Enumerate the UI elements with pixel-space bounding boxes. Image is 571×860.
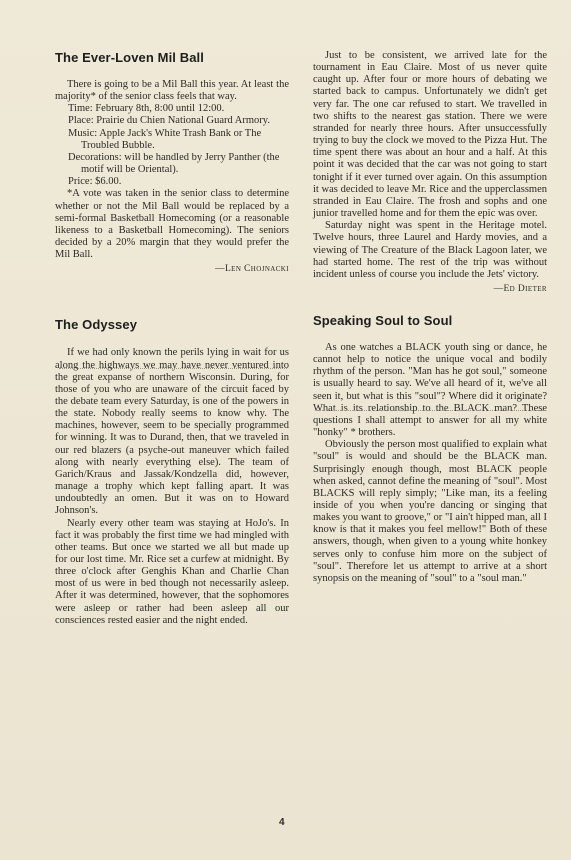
- article-title-mil-ball: The Ever-Loven Mil Ball: [55, 50, 204, 65]
- column-divider-right: [317, 410, 545, 411]
- odyssey-paragraph-1: If we had only known the perils lying in wait for us along the highways we may have never ventured into the great expanse of northern Wisconsin. During, for those of you who are unaware of the circuit faced by the debate team every Saturday, is one of the powers in the state. Nobody really seems to know why. The machines, however, seem to be specially programmed for winning. It was to Durand, then, that we traveled in our red blazers (a psyche-out maneuver which failed along with nearly everything else). The team of Garich/Kraus and Jassak/Kondzella did, however, manage a trophy which kept falling apart. It was undoubtedly an omen. But it was on to Howard Johnson's.: [55, 347, 289, 517]
- odyssey-continuation-1: Just to be consistent, we arrived late for the tournament in Eau Claire. Most of us never quite caught up. After four or more hours of debating we started back to campus. Unfortunately we didn't get very far. The one car refused to start. We travelled in two shifts to the nearest gas station. There we were stranded for nearly three hours. After unsuccessfully trying to buy the clock we moved to the Pizza Hut. The time spent there was about an hour and a half. At this point it was decided that the car was not going to start tonight if it ever turned over again. On this assumption it was decided to leave Mr. Rice and the upperclassmen stranded in Eau Claire. The frosh and sophs and one junior travelled home and for them the epic was over.: [313, 50, 547, 220]
- detail-time: Time: February 8th, 8:00 until 12:00.: [68, 103, 225, 115]
- column-divider-top: [59, 368, 287, 369]
- detail-decorations: Decorations: will be handled by Jerry Panther (the motif will be Oriental).: [68, 151, 280, 176]
- odyssey-continuation-2: Saturday night was spent in the Heritage motel. Twelve hours, three Laurel and Hardy movies, and a viewing of The Creature of the Black Lagoon later, we had started home. The rest of the trip was without incident unless of course you include the Jets' victory.: [313, 220, 547, 280]
- mil-ball-byline: —Len Chojnacki: [215, 264, 289, 275]
- detail-price: Price: $6.00.: [68, 176, 122, 188]
- article-title-soul: Speaking Soul to Soul: [313, 312, 453, 328]
- mil-ball-details: [68, 103, 289, 188]
- article-title-odyssey: The Odyssey: [55, 317, 138, 333]
- page-number: 4: [279, 817, 285, 828]
- detail-place: Place: Prairie du Chien National Guard Armory.: [68, 115, 270, 127]
- soul-paragraph-2: Obviously the person most qualified to explain what "soul" is would and should be the BLACK man. Surprisingly enough though, most BLACK people when asked, cannot define the meaning of "soul". Most BLACKS will reply simply; "Like man, its a feeling inside of you when you're dancing or singing that makes you want to groove," or "I ain't hipped man, all I know is that it makes you feel mellow!" Both of these answers, though, when given to a young white honkey serves only to confuse him more on the subject of "soul". Therefore let us attempt to arrive at a short synopsis on the meaning of "soul" to a "soul man.": [313, 439, 547, 584]
- left-column: [55, 50, 289, 627]
- odyssey-paragraph-2: Nearly every other team was staying at HoJo's. In fact it was probably the first time we had mingled with other teams. But once we started we all but made up for our lost time. Mr. Rice set a curfew at midnight. By three o'clock after Genghis Khan and Charlie Chan most of us were in bed though not necessarily asleep. After it was determined, however, that the sophomores were asleep or rather had been asleep all our consciences rested easier and the night ended.: [55, 517, 289, 626]
- odyssey-byline: —Ed Dieter: [493, 283, 547, 294]
- mil-ball-intro: There is going to be a Mil Ball this year. At least the majority* of the senior class feels that way.: [55, 79, 289, 103]
- right-column: [313, 50, 547, 585]
- mil-ball-footnote: *A vote was taken in the senior class to determine whether or not the Mil Ball would be replaced by a semi-formal Basketball Homecoming (or a reasonable likeness to a Basketball Homecoming). The seniors decided by a 20% margin that they would prefer the Mil Ball.: [55, 188, 289, 261]
- detail-music: Music: Apple Jack's White Trash Bank or The Troubled Bubble.: [68, 127, 262, 151]
- soul-paragraph-1: As one watches a BLACK youth sing or dance, he cannot help to notice the unique vocal and bodily rhythm of the person. "Man has he got soul," someone is usually heard to say. We've all heard of it, we've all seen it, but what is this "soul"? Where did it originate? What is its relationship to the BLACK man? These questions I shall attempt to answer for all my white "honky" * brothers.: [313, 341, 547, 439]
